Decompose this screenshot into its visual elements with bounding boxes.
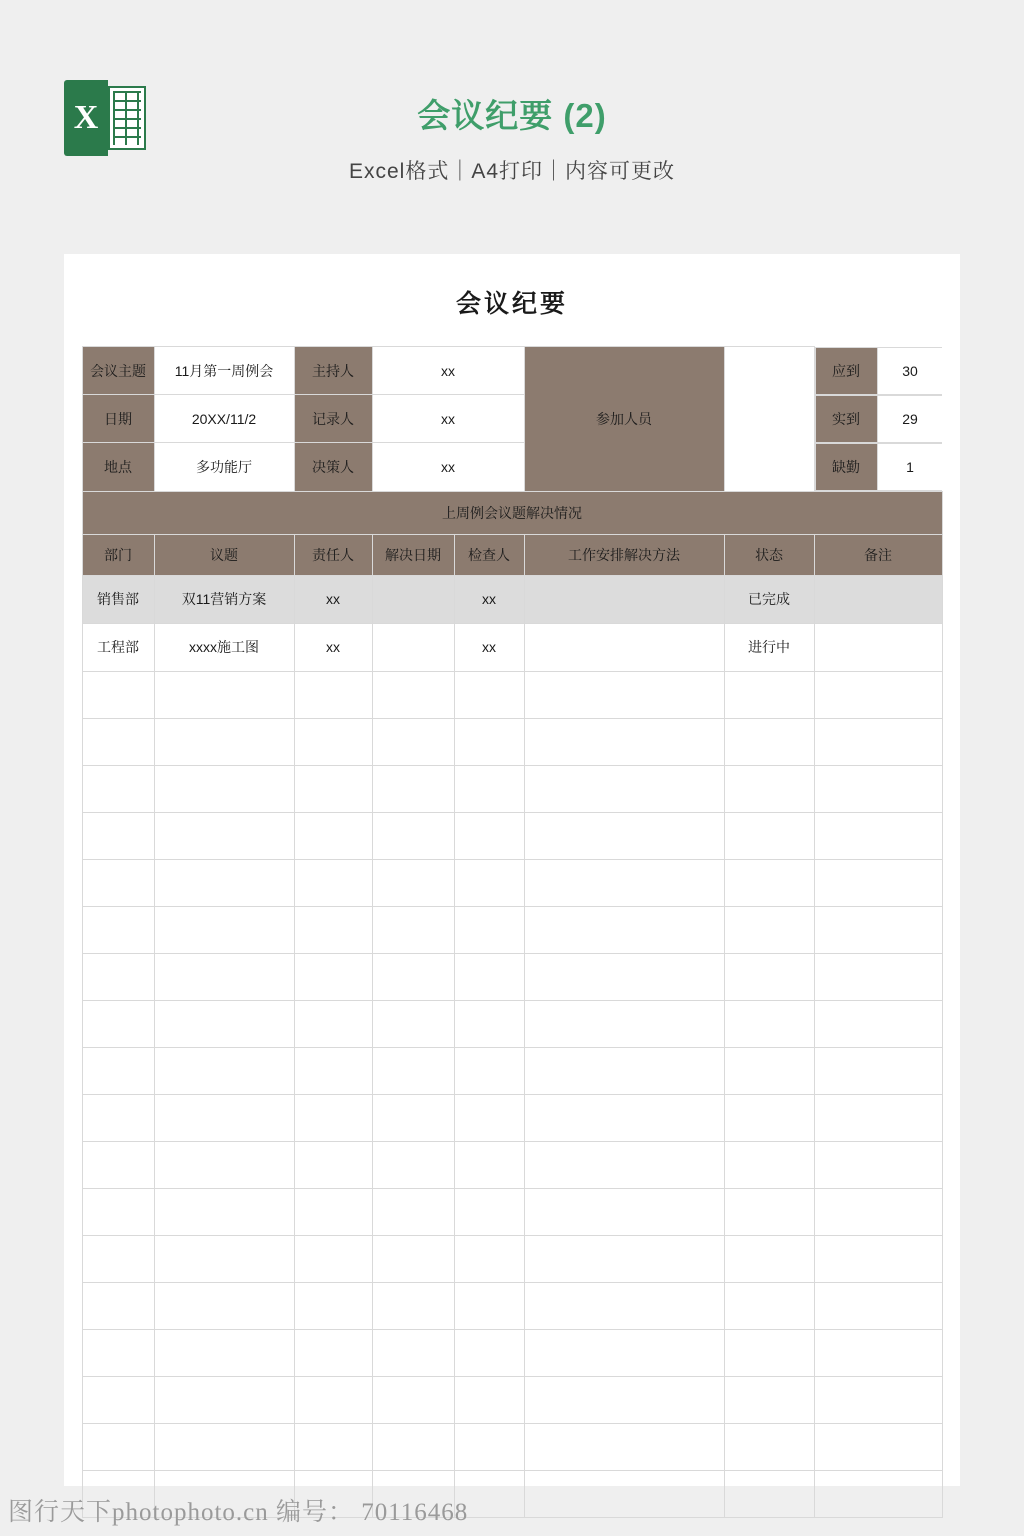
cell-empty[interactable]	[524, 1329, 724, 1376]
cell-empty[interactable]	[724, 1235, 814, 1282]
cell-empty[interactable]	[372, 1141, 454, 1188]
cell-date-label: 日期	[82, 395, 154, 443]
cell-empty[interactable]	[454, 1000, 524, 1047]
cell-empty[interactable]	[724, 1047, 814, 1094]
cell-empty[interactable]	[294, 1329, 372, 1376]
cell-empty[interactable]	[82, 859, 154, 906]
cell-empty[interactable]	[454, 953, 524, 1000]
sheet-title: 会议纪要	[455, 290, 568, 318]
cell-empty[interactable]	[154, 1094, 294, 1141]
column-header-resolve-date: 解决日期	[372, 534, 454, 575]
cell-empty[interactable]	[294, 812, 372, 859]
cell-empty[interactable]	[454, 671, 524, 718]
cell-decider-label: 决策人	[294, 443, 372, 492]
cell-empty[interactable]	[814, 953, 942, 1000]
cell-empty[interactable]	[454, 1329, 524, 1376]
cell-empty[interactable]	[82, 906, 154, 953]
cell-empty[interactable]	[814, 859, 942, 906]
cell-host-value[interactable]: xx	[372, 347, 524, 395]
cell-empty[interactable]	[454, 1235, 524, 1282]
cell-decider-value[interactable]: xx	[372, 443, 524, 492]
cell-actual-label: 实到	[815, 395, 877, 442]
cell-empty[interactable]	[724, 906, 814, 953]
cell-empty[interactable]	[724, 1000, 814, 1047]
cell-empty[interactable]	[154, 1423, 294, 1470]
cell-empty[interactable]	[524, 1141, 724, 1188]
empty-rows-body	[82, 671, 942, 1517]
cell-empty[interactable]	[454, 1188, 524, 1235]
cell-resolve-date[interactable]	[372, 623, 454, 671]
cell-empty[interactable]	[154, 1141, 294, 1188]
cell-empty[interactable]	[372, 859, 454, 906]
column-header-row	[82, 534, 942, 575]
table-row-empty[interactable]	[82, 953, 942, 1000]
section-title-row	[82, 491, 942, 534]
cell-empty[interactable]	[524, 953, 724, 1000]
cell-empty[interactable]	[154, 859, 294, 906]
cell-status[interactable]: 进行中	[724, 623, 814, 671]
cell-actual-value[interactable]: 29	[877, 395, 942, 442]
cell-empty[interactable]	[82, 765, 154, 812]
title-block	[0, 90, 1024, 185]
cell-empty[interactable]	[294, 765, 372, 812]
cell-empty[interactable]	[294, 671, 372, 718]
cell-empty[interactable]	[82, 1141, 154, 1188]
cell-empty[interactable]	[524, 765, 724, 812]
cell-checker[interactable]: xx	[454, 575, 524, 623]
cell-empty[interactable]	[724, 812, 814, 859]
cell-empty[interactable]	[814, 906, 942, 953]
cell-empty[interactable]	[454, 1047, 524, 1094]
column-header-status: 状态	[724, 534, 814, 575]
cell-empty[interactable]	[294, 906, 372, 953]
cell-empty[interactable]	[524, 1423, 724, 1470]
cell-status[interactable]: 已完成	[724, 575, 814, 623]
cell-empty[interactable]	[814, 1376, 942, 1423]
cell-empty[interactable]	[82, 953, 154, 1000]
cell-empty[interactable]	[82, 1047, 154, 1094]
column-header-remark: 备注	[814, 534, 942, 575]
cell-checker[interactable]: xx	[454, 623, 524, 671]
cell-empty[interactable]	[814, 1094, 942, 1141]
excel-icon-letter: X	[64, 80, 108, 156]
cell-topic[interactable]: 双11营销方案	[154, 575, 294, 623]
cell-empty[interactable]	[814, 1282, 942, 1329]
cell-empty[interactable]	[82, 1329, 154, 1376]
cell-empty[interactable]	[372, 1188, 454, 1235]
cell-empty[interactable]	[294, 718, 372, 765]
cell-method[interactable]	[524, 623, 724, 671]
spreadsheet-preview	[64, 254, 960, 1486]
cell-empty[interactable]	[724, 1094, 814, 1141]
cell-empty[interactable]	[814, 1141, 942, 1188]
cell-empty[interactable]	[454, 906, 524, 953]
cell-empty[interactable]	[454, 859, 524, 906]
cell-empty[interactable]	[724, 1282, 814, 1329]
cell-empty[interactable]	[82, 718, 154, 765]
cell-empty[interactable]	[294, 1047, 372, 1094]
cell-resolve-date[interactable]	[372, 575, 454, 623]
cell-empty[interactable]	[524, 1376, 724, 1423]
cell-empty[interactable]	[82, 1188, 154, 1235]
cell-empty[interactable]	[814, 812, 942, 859]
cell-empty[interactable]	[154, 1188, 294, 1235]
cell-empty[interactable]	[814, 1000, 942, 1047]
cell-empty[interactable]	[154, 812, 294, 859]
table-row-empty[interactable]	[82, 1376, 942, 1423]
cell-empty[interactable]	[154, 906, 294, 953]
cell-empty[interactable]	[372, 953, 454, 1000]
cell-empty[interactable]	[524, 1094, 724, 1141]
cell-empty[interactable]	[154, 671, 294, 718]
cell-empty[interactable]	[372, 906, 454, 953]
page-header	[0, 0, 1024, 210]
cell-empty[interactable]	[454, 765, 524, 812]
cell-meeting-topic-value[interactable]: 11月第一周例会	[154, 347, 294, 395]
cell-remark[interactable]	[814, 623, 942, 671]
cell-empty[interactable]	[454, 1141, 524, 1188]
cell-absent-label: 缺勤	[815, 443, 877, 490]
cell-empty[interactable]	[82, 1235, 154, 1282]
cell-empty[interactable]	[524, 906, 724, 953]
cell-owner[interactable]: xx	[294, 575, 372, 623]
cell-empty[interactable]	[294, 1235, 372, 1282]
cell-empty[interactable]	[454, 812, 524, 859]
cell-empty[interactable]	[814, 1329, 942, 1376]
cell-empty[interactable]	[294, 1423, 372, 1470]
cell-attendees-value[interactable]	[724, 347, 814, 492]
cell-empty[interactable]	[372, 812, 454, 859]
cell-empty[interactable]	[154, 1235, 294, 1282]
cell-dept[interactable]: 工程部	[82, 623, 154, 671]
cell-location-value[interactable]: 多功能厅	[154, 443, 294, 492]
cell-empty[interactable]	[372, 671, 454, 718]
cell-empty[interactable]	[454, 1376, 524, 1423]
cell-empty[interactable]	[82, 1094, 154, 1141]
cell-empty[interactable]	[372, 1423, 454, 1470]
cell-empty[interactable]	[154, 1329, 294, 1376]
cell-remark[interactable]	[814, 575, 942, 623]
cell-empty[interactable]	[82, 1376, 154, 1423]
cell-empty[interactable]	[372, 765, 454, 812]
cell-empty[interactable]	[724, 1141, 814, 1188]
cell-empty[interactable]	[372, 718, 454, 765]
table-row[interactable]	[82, 575, 942, 623]
cell-empty[interactable]	[82, 671, 154, 718]
table-row-empty[interactable]	[82, 765, 942, 812]
cell-empty[interactable]	[724, 1329, 814, 1376]
cell-empty[interactable]	[294, 1094, 372, 1141]
cell-empty[interactable]	[294, 1282, 372, 1329]
cell-empty[interactable]	[294, 1376, 372, 1423]
cell-empty[interactable]	[154, 1376, 294, 1423]
cell-empty[interactable]	[724, 671, 814, 718]
column-header-owner: 责任人	[294, 534, 372, 575]
table-row-empty[interactable]	[82, 1188, 942, 1235]
cell-recorder-label: 记录人	[294, 395, 372, 443]
cell-recorder-value[interactable]: xx	[372, 395, 524, 443]
meeting-minutes-table	[82, 346, 943, 1518]
cell-empty[interactable]	[524, 812, 724, 859]
table-row-empty[interactable]	[82, 906, 942, 953]
table-row-empty[interactable]	[82, 859, 942, 906]
cell-empty[interactable]	[454, 1282, 524, 1329]
cell-empty[interactable]	[524, 1282, 724, 1329]
table-row-empty[interactable]	[82, 1329, 942, 1376]
cell-empty[interactable]	[294, 1000, 372, 1047]
table-row-empty[interactable]	[82, 1235, 942, 1282]
cell-empty[interactable]	[524, 1047, 724, 1094]
cell-empty[interactable]	[372, 1282, 454, 1329]
cell-empty[interactable]	[454, 718, 524, 765]
cell-date-value[interactable]: 20XX/11/2	[154, 395, 294, 443]
cell-empty[interactable]	[154, 1047, 294, 1094]
table-row-empty[interactable]	[82, 1047, 942, 1094]
section-title: 上周例会议题解决情况	[82, 491, 942, 534]
table-row-empty[interactable]	[82, 1000, 942, 1047]
cell-absent-value[interactable]: 1	[877, 443, 942, 490]
column-header-topic: 议题	[154, 534, 294, 575]
cell-empty[interactable]	[154, 1000, 294, 1047]
info-row-1	[82, 347, 942, 395]
cell-empty[interactable]	[82, 1423, 154, 1470]
cell-empty[interactable]	[724, 765, 814, 812]
cell-expected-value[interactable]: 30	[877, 347, 942, 394]
cell-empty[interactable]	[372, 1000, 454, 1047]
cell-expected-label: 应到	[815, 347, 877, 394]
table-row-empty[interactable]	[82, 1094, 942, 1141]
cell-empty[interactable]	[724, 953, 814, 1000]
cell-empty[interactable]	[294, 1188, 372, 1235]
cell-method[interactable]	[524, 575, 724, 623]
cell-empty[interactable]	[814, 765, 942, 812]
cell-empty[interactable]	[154, 718, 294, 765]
cell-empty[interactable]	[524, 1000, 724, 1047]
cell-host-label: 主持人	[294, 347, 372, 395]
cell-owner[interactable]: xx	[294, 623, 372, 671]
cell-empty[interactable]	[372, 1235, 454, 1282]
page-subtitle: Excel格式｜A4打印｜内容可更改	[348, 160, 676, 183]
cell-empty[interactable]	[372, 1376, 454, 1423]
cell-empty[interactable]	[724, 1188, 814, 1235]
cell-empty[interactable]	[82, 812, 154, 859]
column-header-checker: 检查人	[454, 534, 524, 575]
column-header-method: 工作安排解决方法	[524, 534, 724, 575]
watermark-footer: 图行天下photophoto.cn 编号： 70116468	[8, 1499, 469, 1526]
cell-empty[interactable]	[524, 1235, 724, 1282]
cell-empty[interactable]	[814, 1423, 942, 1470]
page-title: 会议纪要 (2)	[417, 97, 607, 134]
cell-empty[interactable]	[372, 1047, 454, 1094]
table-row-empty[interactable]	[82, 718, 942, 765]
cell-empty[interactable]	[814, 671, 942, 718]
table-row[interactable]	[82, 623, 942, 671]
cell-empty[interactable]	[154, 765, 294, 812]
cell-empty[interactable]	[724, 1423, 814, 1470]
table-row-empty[interactable]	[82, 1141, 942, 1188]
column-header-dept: 部门	[82, 534, 154, 575]
cell-attendees-label: 参加人员	[524, 347, 724, 492]
cell-empty[interactable]	[154, 953, 294, 1000]
cell-empty[interactable]	[372, 1329, 454, 1376]
cell-empty[interactable]	[724, 859, 814, 906]
cell-empty[interactable]	[524, 859, 724, 906]
cell-empty[interactable]	[294, 953, 372, 1000]
table-row-empty[interactable]	[82, 1423, 942, 1470]
cell-empty[interactable]	[454, 1094, 524, 1141]
table-row-empty[interactable]	[82, 671, 942, 718]
cell-empty[interactable]	[524, 1188, 724, 1235]
cell-empty[interactable]	[814, 1188, 942, 1235]
cell-empty[interactable]	[724, 1376, 814, 1423]
cell-location-label: 地点	[82, 443, 154, 492]
cell-empty[interactable]	[154, 1282, 294, 1329]
cell-empty[interactable]	[814, 1047, 942, 1094]
cell-empty[interactable]	[82, 1000, 154, 1047]
table-row-empty[interactable]	[82, 812, 942, 859]
cell-empty[interactable]	[294, 1141, 372, 1188]
cell-empty[interactable]	[524, 718, 724, 765]
cell-empty[interactable]	[524, 671, 724, 718]
cell-empty[interactable]	[294, 859, 372, 906]
cell-dept[interactable]: 销售部	[82, 575, 154, 623]
table-row-empty[interactable]	[82, 1282, 942, 1329]
cell-empty[interactable]	[372, 1094, 454, 1141]
cell-empty[interactable]	[82, 1282, 154, 1329]
cell-meeting-topic-label: 会议主题	[82, 347, 154, 395]
cell-topic[interactable]: xxxx施工图	[154, 623, 294, 671]
cell-empty[interactable]	[454, 1423, 524, 1470]
cell-empty[interactable]	[724, 718, 814, 765]
cell-empty[interactable]	[814, 718, 942, 765]
cell-empty[interactable]	[814, 1235, 942, 1282]
